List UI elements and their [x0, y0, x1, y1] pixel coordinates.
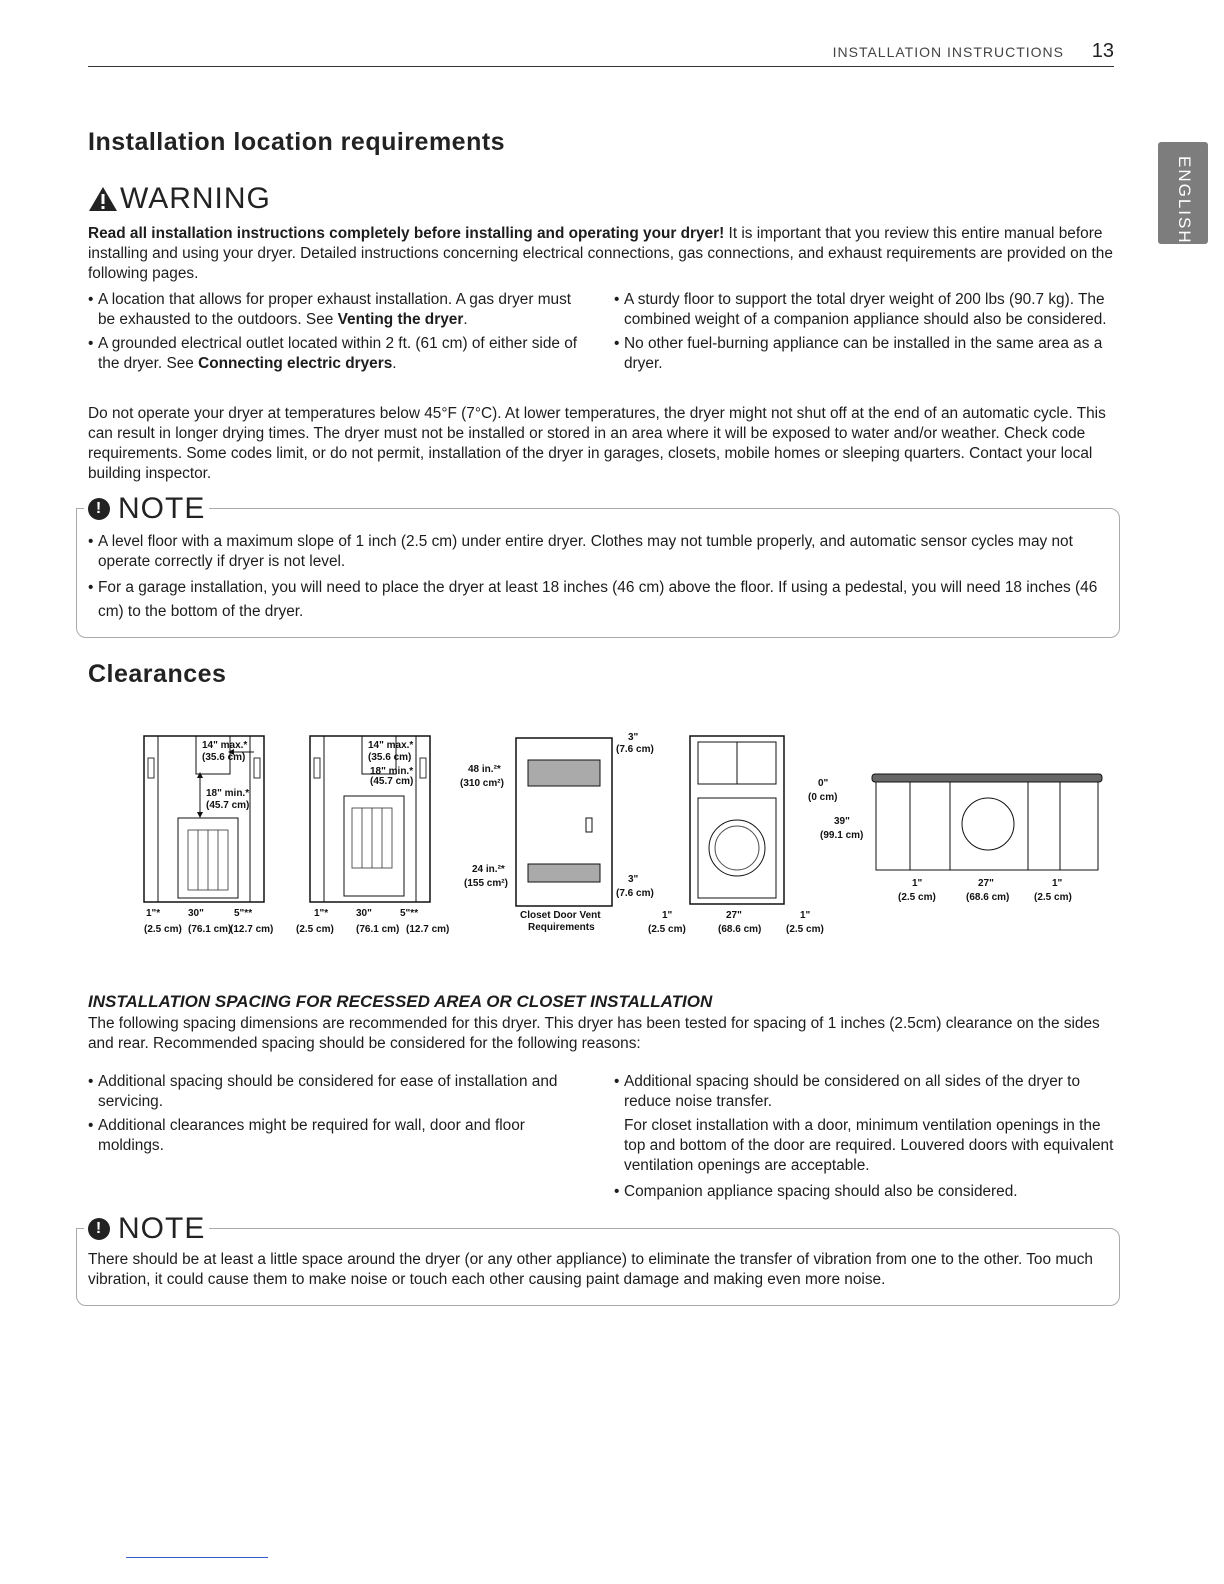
page-number: 13	[1091, 40, 1114, 62]
list-item: • A grounded electrical outlet located within 2 ft. (61 cm) of either side of the dryer. See Connecting electric dryers.	[88, 334, 588, 374]
svg-text:(7.6 cm): (7.6 cm)	[616, 744, 654, 755]
svg-text:24 in.²*: 24 in.²*	[472, 864, 505, 875]
list-item: • Additional spacing should be considered for ease of installation and servicing.	[88, 1072, 578, 1112]
svg-text:30": 30"	[356, 908, 372, 919]
svg-text:(68.6 cm): (68.6 cm)	[718, 924, 762, 935]
note-list	[88, 532, 1104, 628]
footer-line	[126, 1557, 268, 1558]
page-header	[88, 38, 1114, 67]
note-label: NOTE	[118, 492, 206, 525]
list-item: • No other fuel-burning appliance can be installed in the same area as a dryer.	[614, 334, 1114, 374]
svg-text:(0 cm): (0 cm)	[808, 792, 838, 803]
svg-text:Closet Door Vent: Closet Door Vent	[520, 910, 601, 921]
note-heading	[84, 492, 209, 526]
svg-text:18" min.*: 18" min.*	[206, 788, 250, 799]
clearances-diagram	[130, 718, 1130, 942]
svg-text:5"**: 5"**	[234, 908, 253, 919]
svg-text:1": 1"	[1052, 878, 1063, 889]
language-tab-label: ENGLISH	[1175, 156, 1194, 245]
electric-link[interactable]: Connecting electric dryers	[198, 355, 393, 372]
svg-text:(2.5 cm): (2.5 cm)	[648, 924, 686, 935]
svg-text:14" max.*: 14" max.*	[368, 740, 414, 751]
spacing-heading: INSTALLATION SPACING FOR RECESSED AREA OR CLOSET INSTALLATION	[88, 992, 713, 1011]
section-title: INSTALLATION INSTRUCTIONS	[832, 44, 1064, 60]
closet-paragraph: For closet installation with a door, minimum ventilation openings in the top and bottom of the door are required. Louvered doors with equivalent ventilation openings are acceptable.	[624, 1117, 1114, 1174]
list-item: • Additional clearances might be required for wall, door and floor moldings.	[88, 1116, 578, 1156]
svg-text:(2.5 cm): (2.5 cm)	[1034, 892, 1072, 903]
svg-text:27": 27"	[726, 910, 742, 921]
svg-text:14" max.*: 14" max.*	[202, 740, 248, 751]
venting-link[interactable]: Venting the dryer	[337, 311, 464, 328]
svg-text:(45.7 cm): (45.7 cm)	[206, 800, 250, 811]
svg-text:(2.5 cm): (2.5 cm)	[786, 924, 824, 935]
svg-text:0": 0"	[818, 778, 829, 789]
requirements-right	[614, 290, 1114, 378]
spacing-left	[88, 1072, 578, 1160]
svg-text:(35.6 cm): (35.6 cm)	[368, 752, 412, 763]
warning-text	[88, 224, 1118, 284]
svg-text:48 in.²*: 48 in.²*	[468, 764, 501, 775]
svg-text:(45.7 cm): (45.7 cm)	[370, 776, 414, 787]
svg-text:3": 3"	[628, 874, 639, 885]
svg-text:(310 cm²): (310 cm²)	[460, 778, 504, 789]
warning-heading	[88, 182, 271, 216]
note-text-2: There should be at least a little space around the dryer (or any other appliance) to eliminate the transfer of vibration from one to the other. Too much vibration, it could cause them to make noise or touch each other causing paint damage and making even more noise.	[88, 1251, 1093, 1288]
svg-text:(68.6 cm): (68.6 cm)	[966, 892, 1010, 903]
svg-text:3": 3"	[628, 732, 639, 743]
note-label: NOTE	[118, 1212, 206, 1245]
svg-text:Requirements: Requirements	[528, 922, 595, 933]
svg-text:39": 39"	[834, 816, 850, 827]
temperature-paragraph: Do not operate your dryer at temperatures below 45°F (7°C). At lower temperatures, the dryer might not shut off at the end of an automatic cycle. This can result in longer drying times. The dryer must not be installed or stored in an area where it will be exposed to water and/or weather. Check code requirements. Some codes limit, or do not permit, installation of the dryer in garages, closets, mobile homes or sleeping quarters. Contact your local building inspector.	[88, 405, 1106, 482]
list-item: • Companion appliance spacing should also be considered.	[614, 1182, 1114, 1202]
svg-text:5"**: 5"**	[400, 908, 419, 919]
spacing-intro: The following spacing dimensions are recommended for this dryer. This dryer has been tested for spacing of 1 inches (2.5cm) clearance on the sides and rear. Recommended spacing should be considered for the following reasons:	[88, 1015, 1100, 1052]
list-item: • Additional spacing should be considered on all sides of the dryer to reduce noise transfer.	[614, 1072, 1114, 1112]
info-icon: !	[88, 1218, 110, 1240]
warning-lead-bold: Read all installation instructions completely before installing and operating your dryer!	[88, 225, 725, 242]
warning-lead-text: It is important that you review this entire manual before installing and using your dryer. Detailed instructions concerning electrical connections, gas connections, and exhaust requirements are provided on the following pages.	[88, 225, 1113, 282]
figure-cabinet-2	[296, 736, 449, 935]
svg-text:30": 30"	[188, 908, 204, 919]
svg-text:18" min.*: 18" min.*	[370, 766, 414, 777]
svg-text:(12.7 cm): (12.7 cm)	[406, 924, 450, 935]
page-title: Installation location requirements	[88, 128, 506, 156]
figure-closet-door	[460, 732, 654, 933]
svg-text:(76.1 cm): (76.1 cm)	[356, 924, 400, 935]
svg-text:(2.5 cm): (2.5 cm)	[898, 892, 936, 903]
figure-under-counter	[808, 774, 1102, 903]
svg-text:(7.6 cm): (7.6 cm)	[616, 888, 654, 899]
warning-label: WARNING	[120, 182, 271, 215]
svg-text:(76.1 cm): (76.1 cm)	[188, 924, 232, 935]
svg-text:(2.5 cm): (2.5 cm)	[144, 924, 182, 935]
svg-text:1": 1"	[800, 910, 811, 921]
note-heading-2	[84, 1212, 209, 1246]
svg-text:1": 1"	[912, 878, 923, 889]
svg-text:27": 27"	[978, 878, 994, 889]
svg-text:1"*: 1"*	[314, 908, 329, 919]
info-icon: !	[88, 498, 110, 520]
figure-closet-dryer	[648, 736, 824, 935]
svg-text:1"*: 1"*	[146, 908, 161, 919]
svg-text:(99.1 cm): (99.1 cm)	[820, 830, 864, 841]
list-item: • A level floor with a maximum slope of 1 inch (2.5 cm) under entire dryer. Clothes may not tumble properly, and automatic sensor cycles may not operate correctly if dryer is not level.	[88, 532, 1104, 572]
figure-cabinet-1	[144, 736, 273, 935]
spacing-right	[614, 1072, 1114, 1116]
svg-text:(12.7 cm): (12.7 cm)	[230, 924, 274, 935]
spacing-right-2	[614, 1182, 1114, 1206]
language-tab	[1158, 142, 1208, 244]
list-item: • A sturdy floor to support the total dryer weight of 200 lbs (90.7 kg). The combined weight of a companion appliance should also be considered.	[614, 290, 1114, 330]
requirements-left	[88, 290, 588, 378]
svg-text:(155 cm²): (155 cm²)	[464, 878, 508, 889]
warning-icon	[88, 186, 118, 212]
svg-text:(2.5 cm): (2.5 cm)	[296, 924, 334, 935]
svg-text:(35.6 cm): (35.6 cm)	[202, 752, 246, 763]
list-item: • For a garage installation, you will need to place the dryer at least 18 inches (46 cm) above the floor. If using a pedestal, you will need 18 inches (46 cm) to the bottom of the dryer.	[88, 576, 1104, 624]
clearances-title: Clearances	[88, 660, 227, 688]
list-item: • A location that allows for proper exhaust installation. A gas dryer must be exhausted to the outdoors. See Venting the dryer.	[88, 290, 588, 330]
svg-text:1": 1"	[662, 910, 673, 921]
